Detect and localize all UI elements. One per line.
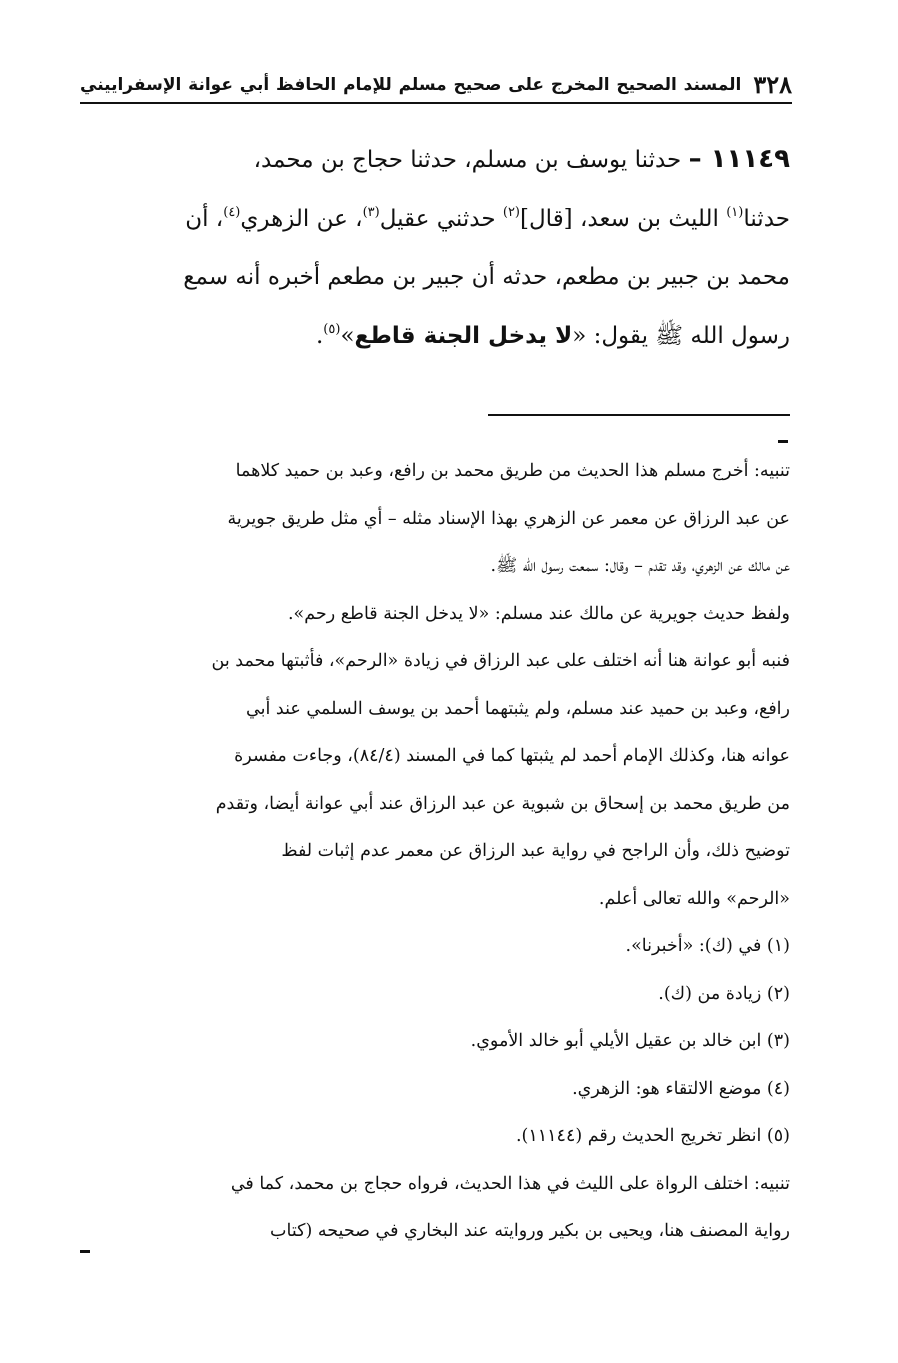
page-number: ٣٢٨ — [753, 70, 792, 99]
hadith-line-1 — [78, 130, 790, 190]
footnote-line: ولفظ حديث جويرية عن مالك عند مسلم: «لا يدخل الجنة قاطع رحم». — [287, 603, 790, 624]
footnotes — [78, 448, 790, 1256]
footnote-ref-4: (٤) — [223, 204, 241, 220]
numbered-footnotes — [78, 923, 790, 1161]
header-rule — [80, 102, 792, 104]
footnote-line: «الرحم» والله تعالى أعلم. — [598, 888, 790, 909]
footnote-line: توضيح ذلك، وأن الراجح في رواية عبد الرزاق عن معمر عدم إثبات لفظ — [281, 841, 790, 861]
page-header — [80, 62, 792, 100]
footnote-line: من طريق محمد بن إسحاق بن شبوية عن عبد الرزاق عند أبي عوانة أيضا، وتقدم — [215, 793, 790, 814]
hadith-text-3: محمد بن جبير بن مطعم، حدثه أن جبير بن مطعم أخبره أنه سمع — [183, 264, 790, 290]
hadith-line-3 — [78, 248, 790, 307]
hadith-dash: – — [688, 144, 711, 174]
hadith-quote: لا يدخل الجنة قاطع — [354, 322, 573, 349]
hadith-text-2d: ، عن الزهري — [240, 205, 363, 232]
hadith-line-2 — [78, 190, 790, 249]
running-title: المسند الصحيح المخرج على صحيح مسلم للإمام الحافظ أبي عوانة الإسفراييني — [80, 75, 742, 95]
hadith-text-1: حدثنا يوسف بن مسلم، حدثنا حجاج بن محمد، — [253, 147, 689, 173]
footnote-ref-5: (٥) — [323, 321, 341, 337]
footnote-1: (١) في (ك): «أخبرنا». — [625, 936, 790, 956]
footnote-note-a — [78, 448, 790, 923]
hadith-text-4b: » — [340, 322, 355, 349]
footnote-line: رافع، وعبد بن حميد عند مسلم، ولم يثبتهما أحمد بن يوسف السلمي عند أبي — [246, 698, 790, 719]
hadith-text-2a: حدثنا — [743, 205, 790, 232]
footnote-5: (٥) انظر تخريج الحديث رقم (١١١٤٤). — [515, 1126, 790, 1146]
hadith-text-4a: رسول الله ﷺ يقول: « — [572, 322, 790, 349]
footnote-line: فنبه أبو عوانة هنا أنه اختلف على عبد الرزاق في زيادة «الرحم»، فأثبتها محمد بن — [211, 651, 790, 671]
footnote-4: (٤) موضع الالتقاء هو: الزهري. — [572, 1078, 790, 1099]
footnote-line: تنبيه: أخرج مسلم هذا الحديث من طريق محمد بن رافع، وعبد بن حميد كلاهما — [235, 461, 790, 481]
hadith-line-4 — [78, 307, 790, 366]
footnote-line: عوانه هنا، وكذلك الإمام أحمد لم يثبتها كما في المسند (٨٤/٤)، وجاءت مفسرة — [234, 746, 790, 766]
footnote-ref-1: (١) — [726, 204, 744, 220]
footnote-line: تنبيه: اختلف الرواة على الليث في هذا الحديث، فرواه حجاج بن محمد، كما في — [230, 1173, 790, 1194]
hadith-text-2b: الليث بن سعد، [قال] — [520, 205, 727, 232]
footnote-ref-2: (٢) — [502, 204, 520, 220]
hadith-number: ١١١٤٩ — [710, 144, 790, 174]
continuation-mark-bottom — [80, 1250, 90, 1253]
footnote-line: رواية المصنف هنا، ويحيى بن بكير وروايته عند البخاري في صحيحه (كتاب — [270, 1221, 790, 1241]
hadith-text-2c: حدثني عقيل — [379, 205, 503, 232]
footnote-line: عن مالك عن الزهري، وقد تقدم – وقال: سمعت رسول الله ﷺ. — [490, 556, 790, 576]
hadith-text-4c: . — [315, 322, 324, 349]
footnote-separator — [488, 414, 790, 416]
footnote-ref-3: (٣) — [362, 204, 380, 220]
footnote-line: عن عبد الرزاق عن معمر عن الزهري بهذا الإسناد مثله – أي مثل طريق جويرية — [227, 508, 790, 529]
continuation-mark-top — [778, 440, 788, 443]
footnote-3: (٣) ابن خالد بن عقيل الأيلي أبو خالد الأموي. — [470, 1031, 790, 1051]
footnote-2: (٢) زيادة من (ك). — [658, 983, 790, 1004]
hadith-text — [78, 130, 790, 365]
hadith-text-2e: ، أن — [185, 205, 224, 232]
footnote-note-b — [78, 1161, 790, 1256]
